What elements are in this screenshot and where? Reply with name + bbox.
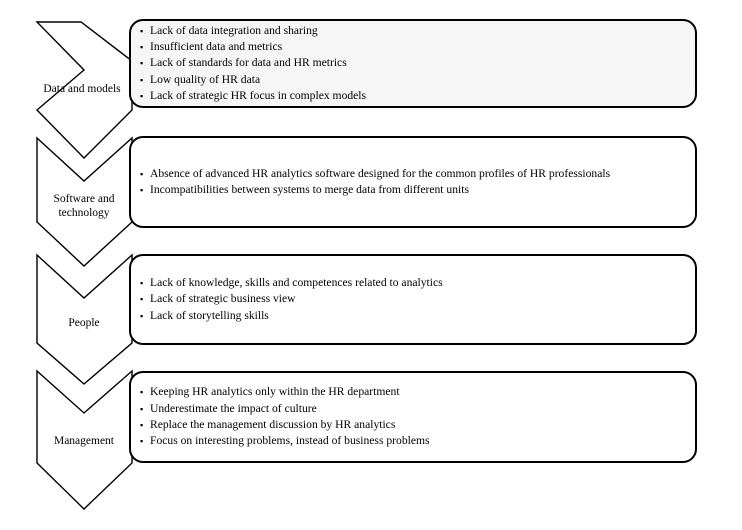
issue-item: ▪ Underestimate the impact of culture: [140, 401, 685, 417]
issue-list: [140, 275, 685, 324]
issue-item: ▪ Keeping HR analytics only within the HR department: [140, 384, 685, 400]
stage-panel: [129, 19, 697, 108]
issue-item: ▪ Low quality of HR data: [140, 72, 685, 88]
issue-list: [140, 166, 685, 199]
issue-item: ▪ Lack of strategic business view: [140, 291, 685, 307]
issue-item: ▪ Lack of strategic HR focus in complex models: [140, 88, 685, 104]
issue-list: [140, 384, 685, 449]
stage-panel: [129, 371, 697, 463]
issue-item: ▪ Lack of data integration and sharing: [140, 23, 685, 39]
issue-item: ▪ Lack of knowledge, skills and competences related to analytics: [140, 275, 685, 291]
stage-label: Management: [53, 435, 115, 447]
issue-item: ▪ Replace the management discussion by HR analytics: [140, 417, 685, 433]
issue-item: ▪ Absence of advanced HR analytics software designed for the common profiles of HR professionals: [140, 166, 685, 182]
issue-item: ▪ Incompatibilities between systems to merge data from different units: [140, 182, 685, 198]
issue-item: ▪ Focus on interesting problems, instead of business problems: [140, 433, 685, 449]
issue-item: ▪ Lack of storytelling skills: [140, 308, 685, 324]
stage-label: Software and technology: [53, 193, 115, 219]
stage-label: Data and models: [43, 83, 121, 95]
stage-panel: [129, 254, 697, 345]
issue-list: [140, 23, 685, 104]
stage-panel: [129, 136, 697, 228]
issue-item: ▪ Insufficient data and metrics: [140, 39, 685, 55]
stage-management: [0, 365, 742, 530]
issue-item: ▪ Lack of standards for data and HR metrics: [140, 55, 685, 71]
stage-label: People: [68, 317, 100, 329]
